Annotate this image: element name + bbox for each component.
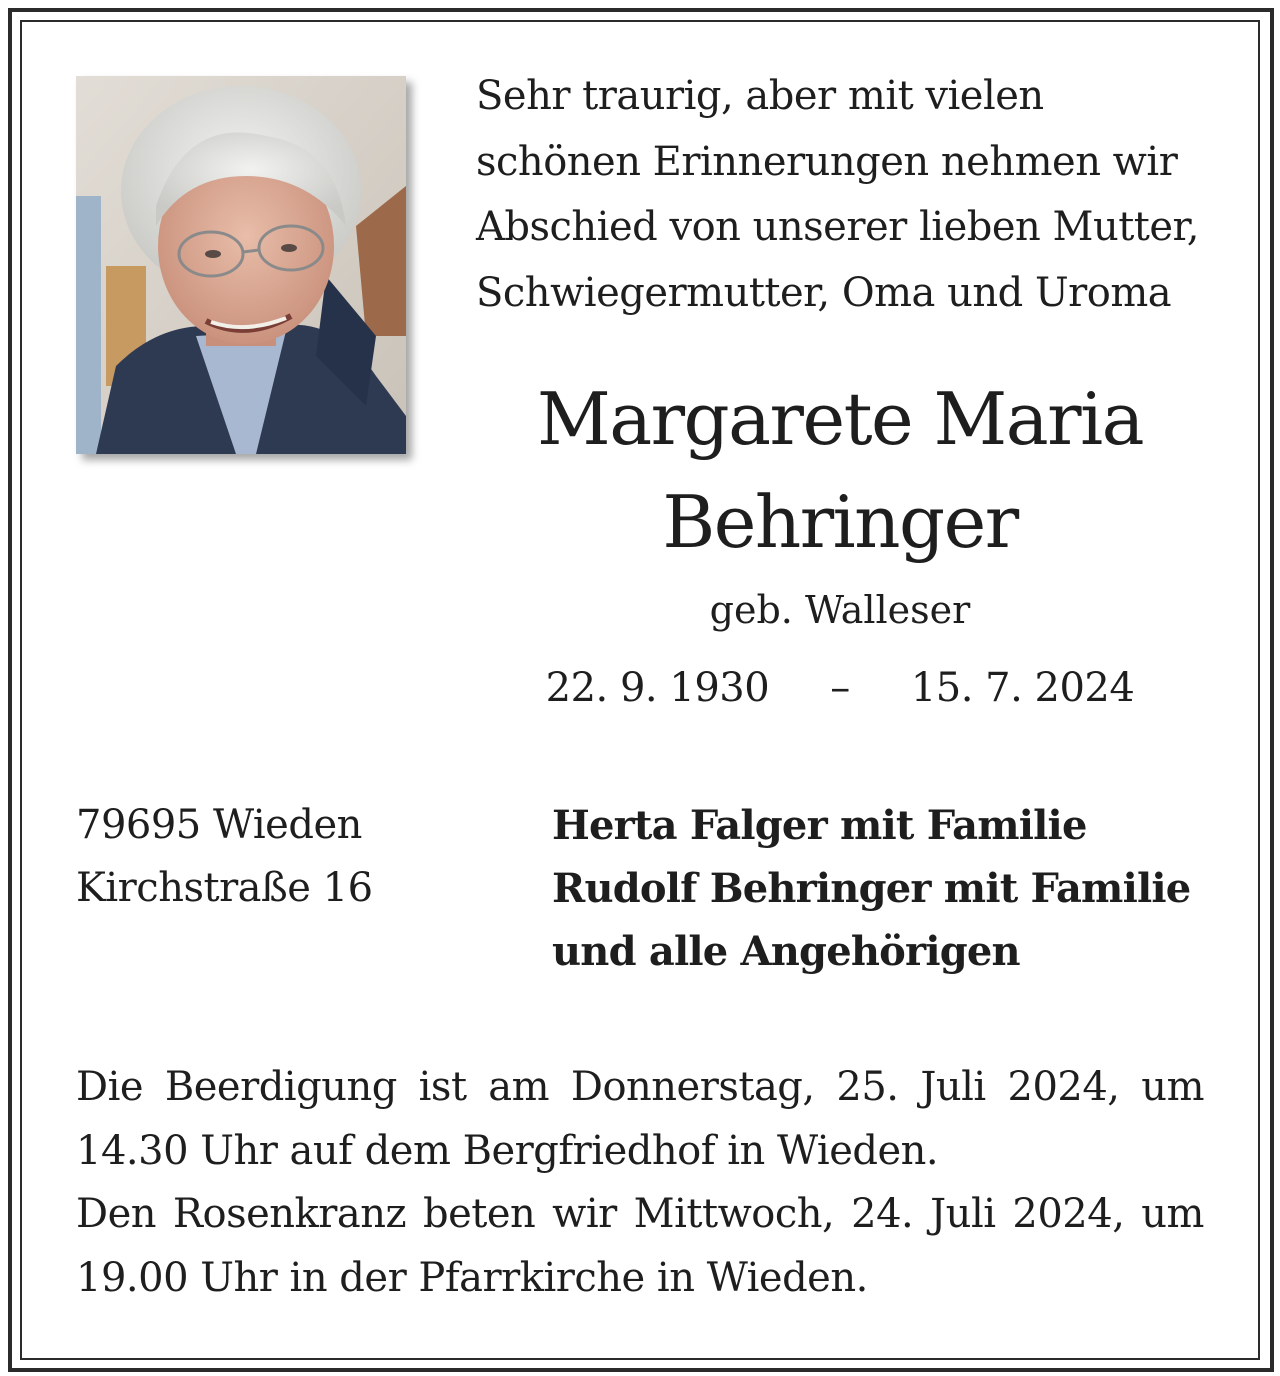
life-dates xyxy=(476,660,1204,716)
mourner-line: Herta Falger mit Familie xyxy=(552,802,1087,849)
portrait-photo xyxy=(76,76,406,454)
mourners-block xyxy=(552,794,1190,983)
birth-date: 22. 9. 1930 xyxy=(545,665,770,711)
date-separator: – xyxy=(830,665,850,711)
intro-line: Abschied von unserer lieben Mutter, xyxy=(476,204,1199,250)
death-date: 15. 7. 2024 xyxy=(910,665,1135,711)
portrait-illustration xyxy=(76,76,406,454)
birth-name: geb. Walleser xyxy=(709,588,971,632)
mourner-line: Rudolf Behringer mit Familie xyxy=(552,865,1191,912)
intro-text xyxy=(476,64,1236,326)
deceased-name xyxy=(476,368,1204,574)
mourner-line: und alle Angehörigen xyxy=(552,928,1020,975)
address-line: 79695 Wieden xyxy=(76,802,362,848)
intro-line: Schwiegermutter, Oma und Uroma xyxy=(476,269,1172,316)
address-line: Kirchstraße 16 xyxy=(76,865,373,911)
rosary-paragraph: Den Rosenkranz beten wir Mittwoch, 24. Juli 2024, um 19.00 Uhr in der Pfarrkirche in Wieden. xyxy=(76,1191,1204,1301)
deceased-name-line: Margarete Maria xyxy=(536,377,1144,461)
intro-line: Sehr traurig, aber mit vielen xyxy=(476,73,1044,119)
address-block xyxy=(76,794,373,920)
funeral-info xyxy=(76,1056,1204,1310)
intro-line: schönen Erinnerungen nehmen wir xyxy=(476,138,1178,185)
funeral-paragraph: Die Beerdigung ist am Donnerstag, 25. Juli 2024, um 14.30 Uhr auf dem Bergfriedhof in Wieden. xyxy=(76,1064,1204,1174)
deceased-name-line: Behringer xyxy=(662,480,1018,564)
